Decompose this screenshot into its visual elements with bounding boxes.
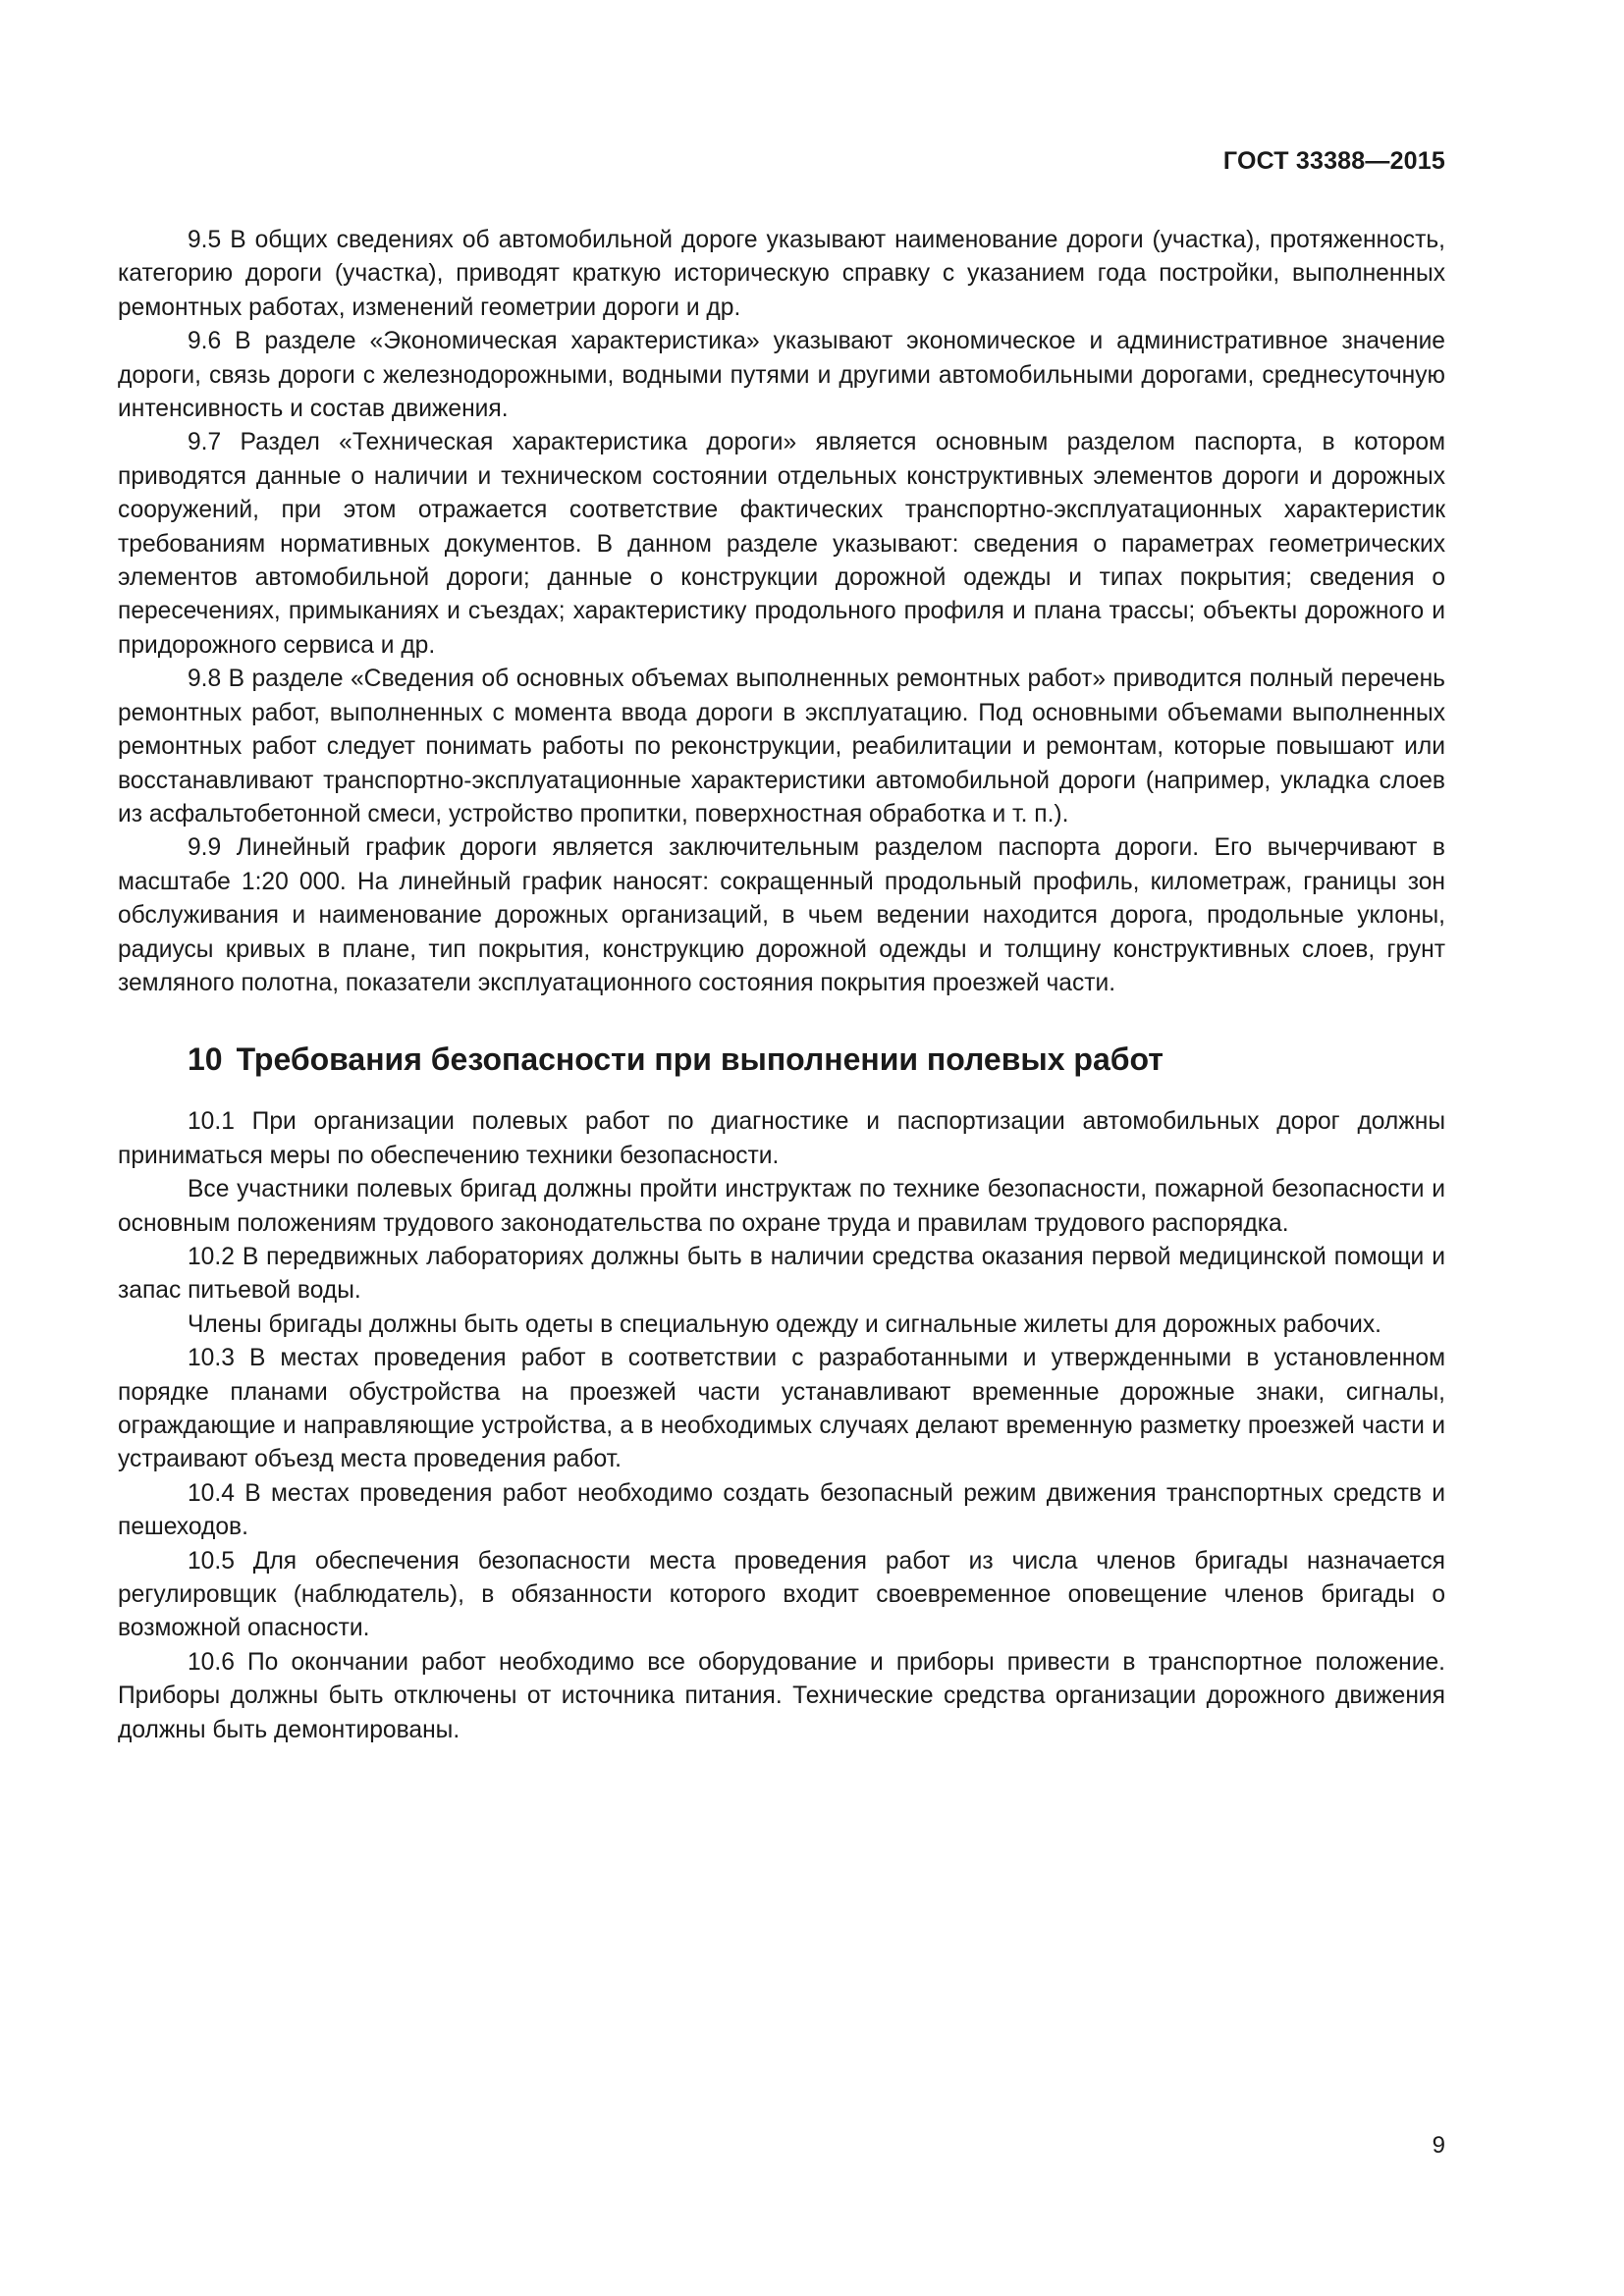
paragraph-9-8: 9.8 В разделе «Сведения об основных объемах выполненных ремонтных работ» приводится полный перечень ремонтных работ, выполненных с момента ввода дороги в эксплуатацию. Под основными объемами выполненных ремонтных работ следует понимать работы по реконструкции, реабилитации и ремонтам, которые повышают или восстанавливают транспортно-эксплуатационные характеристики автомобильной дороги (например, укладка слоев из асфальтобетонной смеси, устройство пропитки, поверхностная обработка и т. п.). [118,666,1445,828]
document-header-standard: ГОСТ 33388—2015 [1222,147,1445,175]
paragraph-10-3: 10.3 В местах проведения работ в соответствии с разработанными и утвержденными в установленном порядке планами обустройства на проезжей части устанавливают временные дорожные знаки, сигналы, ограждающие и направляющие устройства, а в необходимых случаях делают временную разметку проезжей части и устраивают объезд места проведения работ. [118,1345,1445,1473]
paragraph-9-5: 9.5 В общих сведениях об автомобильной дороге указывают наименование дороги (участка), протяженность, категорию дороги (участка), приводят краткую историческую справку с указанием года постройки, выполненных ремонтных работах, изменений геометрии дороги и др. [118,227,1445,321]
paragraph-10-2: 10.2 В передвижных лабораториях должны быть в наличии средства оказания первой медицинской помощи и запас питьевой воды. [118,1243,1445,1305]
paragraph-10-2-clothing: Члены бригады должны быть одеты в специальную одежду и сигнальные жилеты для дорожных рабочих. [188,1310,1381,1338]
page-body [118,224,1445,1747]
paragraph-9-6: 9.6 В разделе «Экономическая характеристика» указывают экономическое и административное значение дороги, связь дороги с железнодорожными, водными путями и другими автомобильными дорогами, среднесуточную интенсивность и состав движения. [118,328,1445,423]
paragraph-10-6: 10.6 По окончании работ необходимо все оборудование и приборы привести в транспортное положение. Приборы должны быть отключены от источника питания. Технические средства организации дорожного движения должны быть демонтированы. [118,1648,1445,1743]
paragraph-9-7: 9.7 Раздел «Техническая характеристика дороги» является основным разделом паспорта, в котором приводятся данные о наличии и техническом состоянии отдельных конструктивных элементов дороги и дорожных сооружений, при этом отражается соответствие фактических транспортно-эксплуатационных характеристик требованиям нормативных документов. В данном разделе указывают: сведения о параметрах геометрических элементов автомобильной дороги; данные о конструкции дорожной одежды и типах покрытия; сведения о пересечениях, примыканиях и съездах; характеристику продольного профиля и плана трассы; объекты дорожного и придорожного сервиса и др. [118,429,1445,659]
paragraph-10-4: 10.4 В местах проведения работ необходимо создать безопасный режим движения транспортных средств и пешеходов. [118,1479,1445,1541]
section-number: 10 [188,1041,223,1078]
section-title: Требования безопасности при выполнении полевых работ [236,1041,1164,1078]
paragraph-10-1-participants: Все участники полевых бригад должны пройти инструктаж по технике безопасности, пожарной безопасности и основным положениям трудового законодательства по охране труда и правилам трудового распорядка. [118,1176,1445,1237]
paragraph-10-1: 10.1 При организации полевых работ по диагностике и паспортизации автомобильных дорог должны приниматься меры по обеспечению техники безопасности. [118,1108,1445,1169]
section-10-heading [118,1040,1445,1079]
page-number: 9 [1432,2132,1445,2159]
paragraph-10-5: 10.5 Для обеспечения безопасности места проведения работ из числа членов бригады назначается регулировщик (наблюдатель), в обязанности которого входит своевременное оповещение членов бригады о возможной опасности. [118,1547,1445,1642]
paragraph-9-9: 9.9 Линейный график дороги является заключительным разделом паспорта дороги. Его вычерчивают в масштабе 1:20 000. На линейный график наносят: сокращенный продольный профиль, километраж, границы зон обслуживания и наименование дорожных организаций, в чьем ведении находится дорога, продольные уклоны, радиусы кривых в плане, тип покрытия, конструкцию дорожной одежды и толщину конструктивных слоев, грунт земляного полотна, показатели эксплуатационного состояния покрытия проезжей части. [118,834,1445,996]
